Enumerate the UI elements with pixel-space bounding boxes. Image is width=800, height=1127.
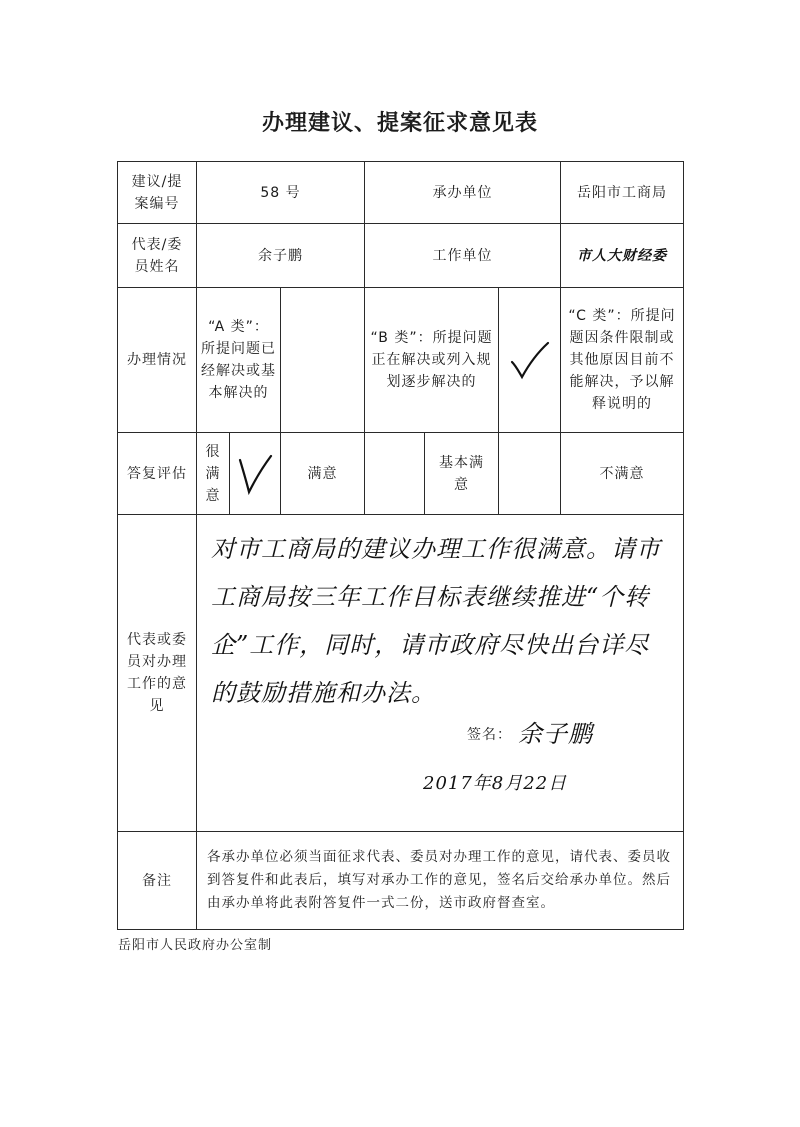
proposal-number-row [118, 162, 684, 224]
category-b-mark-cell[interactable] [499, 288, 561, 433]
checkmark-icon [508, 340, 552, 380]
category-a-mark-cell[interactable] [281, 288, 365, 433]
very-satisfied-label: 很满意 [197, 433, 230, 515]
handling-unit-label: 承办单位 [365, 162, 561, 224]
basically-satisfied-label: 基本满意 [425, 433, 499, 515]
very-satisfied-mark-cell[interactable] [230, 433, 281, 515]
work-unit-handwritten: 市人大财经委 [561, 224, 684, 288]
proposal-number-value: 58 号 [197, 162, 365, 224]
work-unit-label: 工作单位 [365, 224, 561, 288]
remarks-row [118, 832, 684, 930]
reply-evaluation-label: 答复评估 [118, 433, 197, 515]
basically-satisfied-mark-cell[interactable] [499, 433, 561, 515]
representative-name-label: 代表/委员姓名 [118, 224, 197, 288]
opinion-handwritten-text: 对市工商局的建议办理工作很满意。请市工商局按三年工作目标表继续推进“个转企”工作，同时，请市政府尽快出台详尽的鼓励措施和办法。 [211, 535, 661, 707]
category-b-description: “B 类”：所提问题正在解决或列入规划逐步解决的 [365, 288, 499, 433]
opinion-form-table [117, 161, 684, 930]
proposal-number-label: 建议/提案编号 [118, 162, 197, 224]
remarks-label: 备注 [118, 832, 197, 930]
opinion-cell[interactable] [197, 515, 684, 832]
form-title: 办理建议、提案征求意见表 [261, 111, 538, 136]
handling-unit-value: 岳阳市工商局 [561, 162, 684, 224]
category-c-description: “C 类”：所提问题因条件限制或其他原因目前不能解决，予以解释说明的 [561, 288, 684, 433]
dissatisfied-label: 不满意 [561, 433, 684, 515]
signature-label: 签名： [467, 727, 512, 743]
opinion-label: 代表或委员对办理工作的意见 [118, 515, 197, 832]
signature-date: 2017年8月22日 [423, 773, 568, 794]
representative-name-value: 余子鹏 [197, 224, 365, 288]
category-a-description: “A 类”：所提问题已经解决或基本解决的 [197, 288, 281, 433]
opinion-row [118, 515, 684, 832]
signature-handwritten: 余子鹏 [518, 720, 593, 748]
checkmark-icon [235, 452, 275, 496]
representative-row [118, 224, 684, 288]
handling-status-label: 办理情况 [118, 288, 197, 433]
remarks-text: 各承办单位必须当面征求代表、委员对办理工作的意见，请代表、委员收到答复件和此表后，填写对承办工作的意见，签名后交给承办单位。然后由承办单将此表附答复件一式二份，送市政府督查室。 [197, 832, 684, 930]
satisfied-label: 满意 [281, 433, 365, 515]
handling-status-row [118, 288, 684, 433]
reply-evaluation-row [118, 433, 684, 515]
issuer-footer: 岳阳市人民政府办公室制 [118, 938, 273, 953]
satisfied-mark-cell[interactable] [365, 433, 425, 515]
signature-line [467, 720, 593, 748]
